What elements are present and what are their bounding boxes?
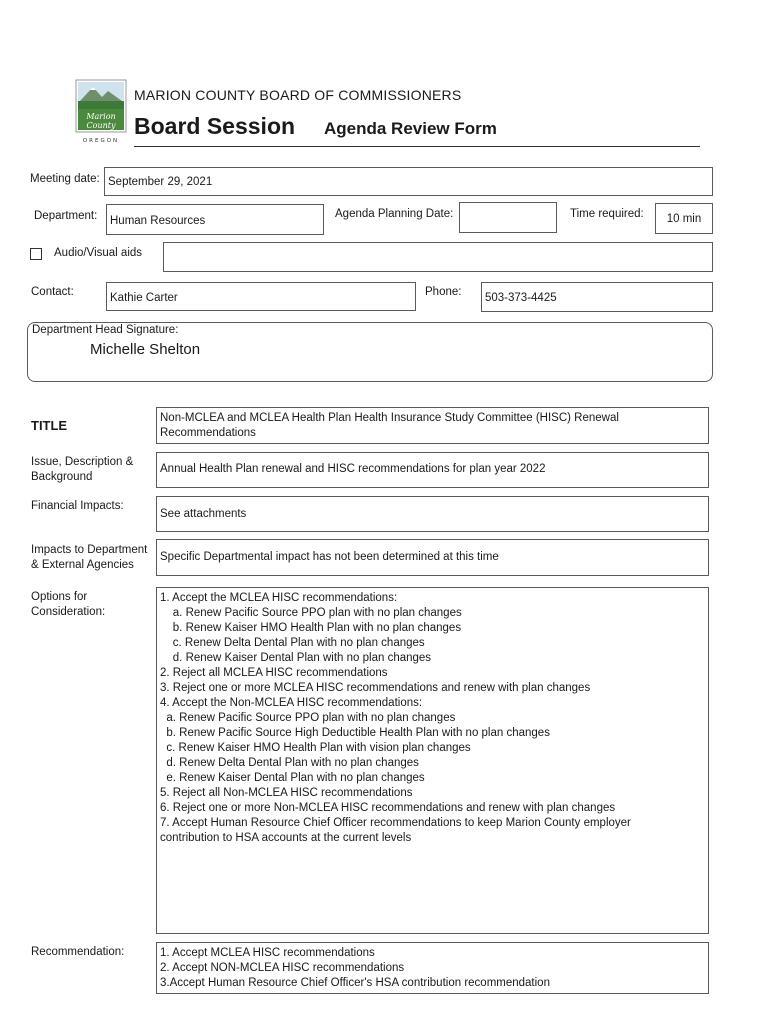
title-line-2: Recommendations	[160, 427, 256, 439]
meeting-date-value: September 29, 2021	[108, 176, 213, 188]
recommendation-label: Recommendation:	[31, 946, 125, 958]
audio-visual-checkbox[interactable]	[30, 248, 42, 260]
option-line: 6. Reject one or more Non-MCLEA HISC recommendations and renew with plan changes	[160, 802, 616, 814]
options-label	[31, 590, 105, 620]
options-label-line-1: Options for	[31, 591, 88, 603]
logo-text-marion: Marion	[86, 112, 116, 121]
phone-field[interactable]	[481, 282, 713, 312]
financial-field[interactable]	[156, 496, 709, 532]
department-label: Department:	[34, 210, 98, 222]
issue-label-line-1: Issue, Description &	[31, 456, 134, 468]
recommendation-field[interactable]	[156, 942, 709, 994]
impacts-value: Specific Departmental impact has not been determined at this time	[160, 551, 499, 563]
title-line-1: Non-MCLEA and MCLEA Health Plan Health Insurance Study Committee (HISC) Renewal	[160, 412, 619, 424]
logo-text-oregon: OREGON	[82, 138, 120, 144]
recommendation-line: 1. Accept MCLEA HISC recommendations	[160, 947, 375, 959]
agenda-planning-date-field[interactable]	[459, 202, 557, 233]
impacts-label	[31, 543, 147, 573]
recommendation-line: 2. Accept NON-MCLEA HISC recommendations	[160, 962, 405, 974]
issue-label	[31, 455, 133, 485]
option-line: 2. Reject all MCLEA HISC recommendations	[160, 667, 388, 679]
financial-label: Financial Impacts:	[31, 500, 124, 512]
option-line: d. Renew Delta Dental Plan with no plan changes	[160, 757, 419, 769]
recommendation-line: 3.Accept Human Resource Chief Officer's HSA contribution recommendation	[160, 977, 550, 989]
meeting-date-label: Meeting date:	[30, 173, 100, 185]
time-required-label: Time required:	[570, 208, 644, 220]
option-line: b. Renew Pacific Source High Deductible Health Plan with no plan changes	[160, 727, 550, 739]
contact-label: Contact:	[31, 286, 74, 298]
department-value: Human Resources	[110, 215, 206, 227]
marion-county-logo	[75, 79, 127, 145]
signature-value: Michelle Shelton	[90, 341, 201, 358]
contact-value: Kathie Carter	[110, 292, 178, 304]
audio-visual-field[interactable]	[163, 242, 713, 272]
option-line: a. Renew Pacific Source PPO plan with no plan changes	[160, 712, 456, 724]
option-line: 4. Accept the Non-MCLEA HISC recommendations:	[160, 697, 423, 709]
option-line: 1. Accept the MCLEA HISC recommendations:	[160, 592, 398, 604]
phone-value: 503-373-4425	[485, 292, 557, 304]
options-field[interactable]	[156, 587, 709, 934]
option-line: e. Renew Kaiser Dental Plan with no plan changes	[160, 772, 425, 784]
impacts-label-line-1: Impacts to Department	[31, 544, 148, 556]
title-field[interactable]	[156, 407, 709, 444]
option-line: c. Renew Delta Dental Plan with no plan changes	[160, 637, 425, 649]
title-label: TITLE	[31, 418, 68, 433]
financial-value: See attachments	[160, 508, 247, 520]
time-required-value: 10 min	[666, 213, 702, 225]
audio-visual-label: Audio/Visual aids	[54, 247, 143, 259]
option-line: b. Renew Kaiser HMO Health Plan with no plan changes	[160, 622, 462, 634]
option-line: 3. Reject one or more MCLEA HISC recommendations and renew with plan changes	[160, 682, 591, 694]
issue-field[interactable]	[156, 452, 709, 488]
logo-text-county: County	[86, 121, 116, 130]
option-line: d. Renew Kaiser Dental Plan with no plan changes	[160, 652, 432, 664]
agenda-planning-date-label: Agenda Planning Date:	[335, 208, 454, 220]
header-divider	[134, 146, 700, 147]
form-subtitle: Agenda Review Form	[324, 119, 497, 138]
contact-field[interactable]	[106, 282, 416, 311]
issue-value: Annual Health Plan renewal and HISC recommendations for plan year 2022	[160, 463, 546, 475]
issue-label-line-2: Background	[31, 471, 93, 483]
option-line: 5. Reject all Non-MCLEA HISC recommendations	[160, 787, 413, 799]
organization-name: MARION COUNTY BOARD OF COMMISSIONERS	[134, 87, 462, 103]
option-line: 7. Accept Human Resource Chief Officer recommendations to keep Marion County employer	[160, 817, 631, 829]
option-line: c. Renew Kaiser HMO Health Plan with vision plan changes	[160, 742, 471, 754]
form-title: Board Session	[134, 113, 296, 139]
impacts-label-line-2: & External Agencies	[31, 559, 134, 571]
phone-label: Phone:	[425, 286, 462, 298]
department-field[interactable]	[106, 204, 324, 235]
option-line: contribution to HSA accounts at the current levels	[160, 832, 412, 844]
impacts-field[interactable]	[156, 539, 709, 576]
time-required-field[interactable]	[655, 203, 713, 234]
signature-label: Department Head Signature:	[32, 324, 179, 336]
meeting-date-field[interactable]	[104, 167, 713, 196]
option-line: a. Renew Pacific Source PPO plan with no plan changes	[160, 607, 462, 619]
options-label-line-2: Consideration:	[31, 606, 106, 618]
